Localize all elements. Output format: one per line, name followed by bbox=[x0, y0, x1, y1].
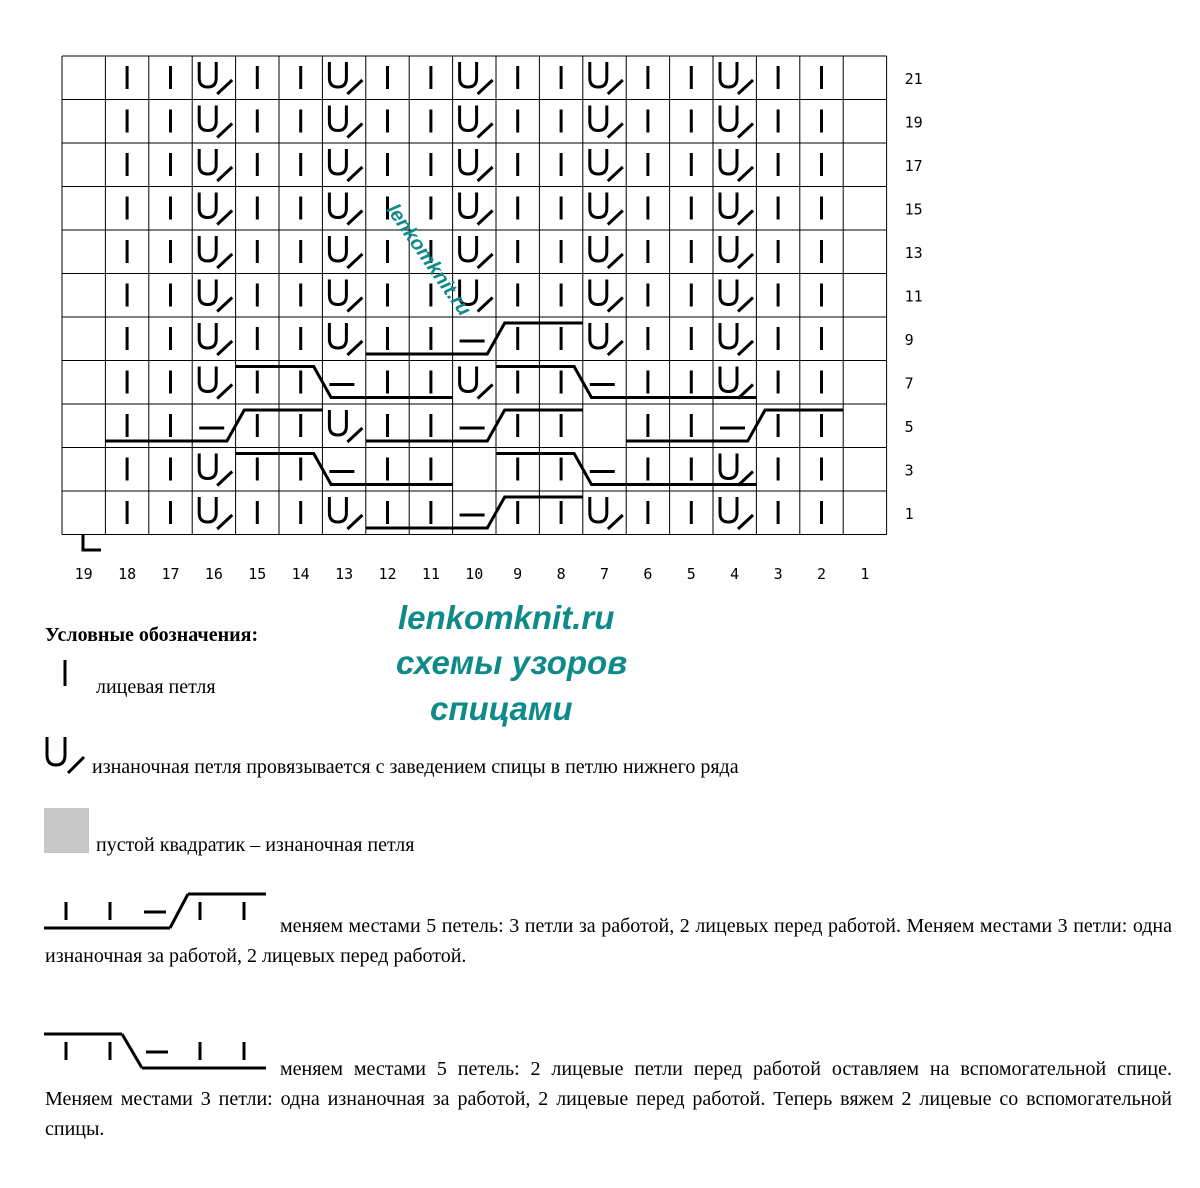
column-label: 11 bbox=[421, 565, 440, 583]
purl-below-stitch bbox=[329, 410, 362, 442]
purl-slash bbox=[347, 515, 362, 529]
purl-below-stitch bbox=[720, 497, 753, 529]
purl-below-stitch bbox=[590, 236, 623, 268]
purl-below-stitch bbox=[720, 236, 753, 268]
purl-below-label: изнаночная петля провязывается с заведением спицы в петлю нижнего ряда bbox=[92, 756, 739, 778]
cable-left-description: меняем местами 5 петель: 2 лицевые петли перед работой оставляем на вспомогательной спице. Меняем местами 3 петли: одна изнаночная за работой, 2 лицевые перед работой. Теперь вяжем 2 лицевые со вспомогательной спицы. bbox=[45, 1058, 1172, 1140]
purl-below-stitch bbox=[199, 367, 232, 399]
column-label: 6 bbox=[643, 565, 653, 583]
purl-slash bbox=[478, 80, 493, 94]
column-label: 14 bbox=[291, 565, 310, 583]
purl-below-stitch bbox=[590, 280, 623, 312]
purl-below-stitch bbox=[590, 497, 623, 529]
cable-right-cross bbox=[366, 497, 583, 528]
purl-slash bbox=[478, 124, 493, 138]
purl-slash bbox=[217, 167, 232, 181]
column-label: 18 bbox=[118, 565, 137, 583]
row-label: 7 bbox=[904, 374, 914, 393]
purl-below-stitch bbox=[720, 367, 753, 399]
row-label: 21 bbox=[904, 70, 923, 88]
purl-below-stitch bbox=[720, 193, 753, 225]
column-label: 1 bbox=[860, 565, 870, 583]
empty-square-label: пустой квадратик – изнаночная петля bbox=[96, 834, 415, 856]
chart-symbols bbox=[127, 62, 821, 529]
knit-stitch-label: лицевая петля bbox=[96, 676, 216, 698]
purl-slash bbox=[217, 80, 232, 94]
purl-slash bbox=[347, 341, 362, 355]
cable-left-cross bbox=[236, 367, 453, 398]
purl-below-stitch bbox=[720, 106, 753, 138]
purl-slash bbox=[738, 211, 753, 225]
row-label: 17 bbox=[904, 157, 923, 175]
column-label: 7 bbox=[599, 565, 610, 583]
purl-below-stitch bbox=[460, 193, 493, 225]
purl-slash bbox=[608, 341, 623, 355]
watermark-subtitle-2: спицами bbox=[430, 690, 573, 727]
empty-square-icon bbox=[44, 808, 89, 853]
purl-slash bbox=[478, 254, 493, 268]
purl-slash bbox=[738, 298, 753, 312]
purl-below-stitch bbox=[199, 62, 232, 94]
purl-below-stitch bbox=[329, 193, 362, 225]
purl-below-stitch bbox=[329, 236, 362, 268]
purl-slash bbox=[217, 341, 232, 355]
row-label: 15 bbox=[904, 200, 923, 219]
purl-slash bbox=[217, 211, 232, 225]
purl-slash bbox=[217, 472, 232, 486]
column-label: 5 bbox=[686, 565, 696, 583]
purl-below-stitch bbox=[720, 149, 753, 181]
column-label: 8 bbox=[556, 565, 566, 583]
purl-slash bbox=[608, 80, 623, 94]
row-label: 1 bbox=[904, 505, 914, 523]
purl-below-stitch bbox=[199, 497, 232, 529]
purl-slash bbox=[217, 385, 232, 399]
watermark-subtitle-1: схемы узоров bbox=[396, 644, 628, 681]
column-label: 12 bbox=[378, 565, 397, 583]
purl-below-stitch bbox=[590, 106, 623, 138]
cable-right-cross bbox=[626, 410, 843, 441]
purl-slash bbox=[347, 254, 362, 268]
purl-below-stitch bbox=[329, 280, 362, 312]
column-label: 15 bbox=[248, 565, 267, 583]
knit-stitch-icon bbox=[60, 660, 72, 690]
purl-slash bbox=[347, 167, 362, 181]
purl-below-stitch bbox=[460, 62, 493, 94]
purl-below-stitch bbox=[329, 62, 362, 94]
purl-slash bbox=[347, 211, 362, 225]
purl-below-stitch bbox=[199, 106, 232, 138]
row-start-marker bbox=[83, 535, 101, 550]
chart-watermark: lenkomknit.ru bbox=[381, 200, 476, 321]
purl-slash bbox=[217, 515, 232, 529]
purl-below-stitch bbox=[720, 323, 753, 355]
column-number-labels bbox=[75, 565, 870, 583]
purl-below-stitch bbox=[720, 62, 753, 94]
purl-below-stitch bbox=[720, 454, 753, 486]
purl-slash bbox=[738, 124, 753, 138]
column-label: 2 bbox=[816, 565, 827, 583]
purl-below-stitch bbox=[590, 62, 623, 94]
row-number-labels bbox=[905, 70, 923, 523]
purl-slash bbox=[347, 298, 362, 312]
purl-below-stitch bbox=[329, 323, 362, 355]
cable-right-cross bbox=[366, 323, 583, 354]
purl-below-icon bbox=[44, 735, 94, 775]
purl-slash bbox=[478, 167, 493, 181]
purl-slash bbox=[217, 298, 232, 312]
column-label: 17 bbox=[161, 565, 180, 583]
purl-below-stitch bbox=[590, 323, 623, 355]
row-label: 5 bbox=[904, 418, 914, 436]
purl-below-stitch bbox=[199, 193, 232, 225]
column-label: 9 bbox=[513, 565, 523, 583]
purl-below-stitch bbox=[460, 236, 493, 268]
column-label: 3 bbox=[773, 565, 783, 583]
purl-slash bbox=[608, 124, 623, 138]
purl-slash bbox=[608, 298, 623, 312]
purl-slash bbox=[347, 80, 362, 94]
cable-right-cross bbox=[105, 410, 322, 441]
purl-slash bbox=[608, 167, 623, 181]
purl-below-stitch bbox=[199, 280, 232, 312]
purl-slash bbox=[608, 254, 623, 268]
column-label: 10 bbox=[465, 565, 484, 583]
column-label: 13 bbox=[335, 565, 354, 583]
purl-slash bbox=[608, 211, 623, 225]
purl-below-stitch bbox=[199, 149, 232, 181]
purl-below-stitch bbox=[199, 323, 232, 355]
purl-below-stitch bbox=[460, 106, 493, 138]
row-label: 9 bbox=[904, 331, 914, 349]
purl-slash bbox=[217, 254, 232, 268]
purl-slash bbox=[738, 515, 753, 529]
column-label: 16 bbox=[204, 565, 223, 583]
purl-slash bbox=[478, 298, 493, 312]
row-label: 11 bbox=[904, 287, 923, 306]
purl-below-stitch bbox=[329, 106, 362, 138]
purl-slash bbox=[478, 211, 493, 225]
cable-right-description: меняем местами 5 петель: 3 петли за работой, 2 лицевых перед работой. Меняем местами 3 петли: одна изнаночная за работой, 2 лицевых перед работой. bbox=[45, 915, 1172, 967]
watermark-site: lenkomknit.ru bbox=[398, 599, 615, 636]
legend-title: Условные обозначения: bbox=[45, 624, 259, 646]
purl-slash bbox=[217, 124, 232, 138]
purl-slash bbox=[738, 167, 753, 181]
row-label: 13 bbox=[904, 244, 923, 262]
purl-slash bbox=[347, 124, 362, 138]
row-label: 3 bbox=[904, 461, 914, 480]
purl-below-stitch bbox=[590, 193, 623, 225]
purl-below-stitch bbox=[329, 149, 362, 181]
cable-right-cross bbox=[366, 410, 583, 441]
purl-slash bbox=[608, 515, 623, 529]
purl-slash bbox=[738, 80, 753, 94]
purl-slash bbox=[738, 254, 753, 268]
purl-below-stitch bbox=[590, 149, 623, 181]
purl-below-stitch bbox=[720, 280, 753, 312]
purl-below-stitch bbox=[329, 497, 362, 529]
row-label: 19 bbox=[904, 113, 923, 132]
purl-slash bbox=[347, 428, 362, 442]
column-label: 4 bbox=[730, 565, 740, 583]
purl-below-stitch bbox=[199, 236, 232, 268]
purl-below-stitch bbox=[460, 149, 493, 181]
column-label: 19 bbox=[74, 565, 93, 583]
purl-slash bbox=[478, 385, 493, 399]
purl-slash bbox=[738, 341, 753, 355]
purl-below-stitch bbox=[199, 454, 232, 486]
cable-left-cross bbox=[236, 454, 453, 485]
purl-below-stitch bbox=[460, 367, 493, 399]
